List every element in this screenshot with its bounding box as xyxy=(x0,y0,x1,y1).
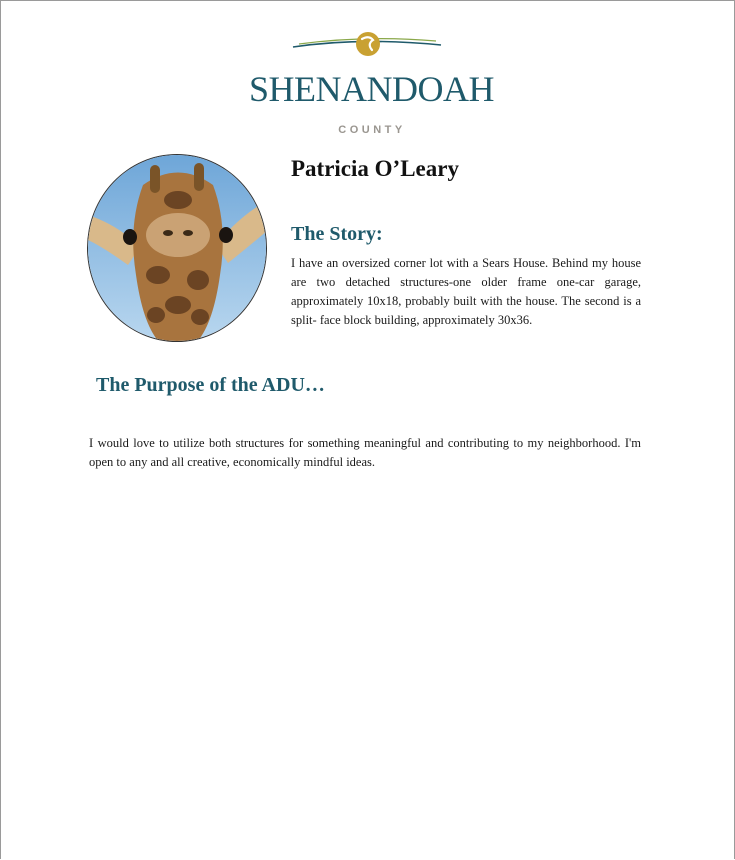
purpose-heading: The Purpose of the ADU… xyxy=(96,374,325,396)
county-logo xyxy=(241,29,496,136)
profile-photo xyxy=(87,154,267,342)
story-heading: The Story: xyxy=(291,223,383,245)
purpose-body: I would love to utilize both structures for something meaningful and contributing to my neighborhood. I'm open to any and all creative, economically mindful ideas. xyxy=(89,436,641,469)
logo-wordmark: SHENANDOAH xyxy=(249,69,494,109)
giraffe-photo-icon xyxy=(88,155,267,342)
person-name: Patricia O’Leary xyxy=(291,156,459,181)
story-body: I have an oversized corner lot with a Sears House. Behind my house are two detached structures-one older frame one-car garage, approximately 10x18, probably built with the house. The second is a split- face block building, approximately 30x36. xyxy=(291,256,641,327)
logo-subtitle: COUNTY xyxy=(338,124,406,136)
